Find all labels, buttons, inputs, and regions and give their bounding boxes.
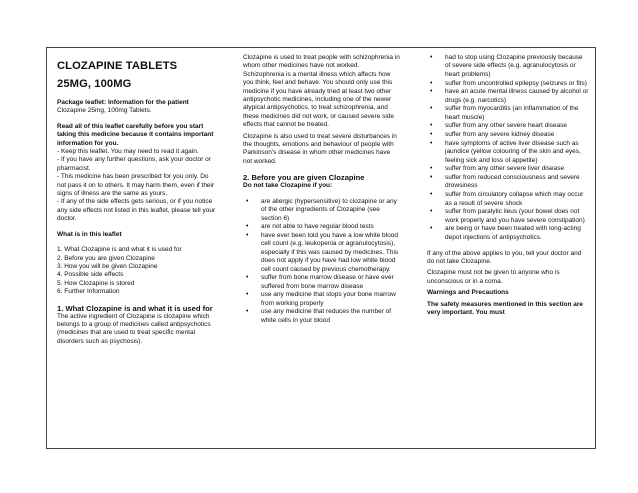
- section-2-subheading: Do not take Clozapine if you:: [243, 182, 333, 190]
- list-item: • use any medicine that stops your bone marrow from working properly: [243, 291, 401, 308]
- list-item: • suffer from bone marrow disease or have ever suffered from bone marrow disease: [243, 274, 401, 291]
- list-item: • suffer from myocarditis (an inflammation of the heart muscle): [427, 105, 589, 122]
- column-2: [243, 54, 401, 326]
- list-item: • suffer from any severe kidney disease: [427, 131, 589, 139]
- warnings-heading: Warnings and Precautions: [427, 289, 509, 297]
- paragraph: If any of the above applies to you, tell your doctor and do not take Clozapine.: [427, 249, 582, 265]
- list-item: • suffer from reduced consciousness and severe drowsiness: [427, 174, 589, 191]
- list-item: • suffer from circulatory collapse which may occur as a result of severe shock: [427, 191, 589, 208]
- list-item: • are not able to have regular blood tests: [243, 223, 401, 231]
- list-item: • are allergic (hypersensitive) to clozapine or any of the other ingredients of Clozapine (see section 6): [243, 198, 401, 223]
- list-item: • have ever been told you have a low white blood cell count (e.g. leukopenia or agranulocytosis), especially if this was caused by medicines. This does not apply if you have had low white blood cell count caused by previous chemotherapy.: [243, 232, 401, 274]
- read-line: - If you have any further questions, ask your doctor or pharmacist.: [57, 156, 211, 172]
- paragraph: Clozapine must not be given to anyone who is unconscious or in a coma.: [427, 269, 560, 285]
- toc-item: 2. Before you are given Clozapine: [57, 254, 155, 262]
- list-item: • use any medicine that reduces the number of white cells in your blood: [243, 308, 401, 325]
- list-item: • had to stop using Clozapine previously because of severe side effects (e.g. agranulocytosis or heart problems): [427, 54, 589, 79]
- toc-heading: What is in this leaflet: [57, 230, 122, 238]
- column-1: [57, 54, 217, 346]
- read-leaflet-heading: Read all of this leaflet carefully before you start taking this medicine because it contains important information for you.: [57, 122, 214, 147]
- list-item: • suffer from any other severe heart disease: [427, 122, 589, 130]
- list-item: • suffer from paralytic ileus (your bowel does not work properly and you have severe constipation): [427, 208, 589, 225]
- document-title: CLOZAPINE TABLETS: [57, 60, 178, 72]
- list-item: • have symptoms of active liver disease such as jaundice (yellow colouring of the skin and eyes, feeling sick and loss of appetite): [427, 140, 589, 165]
- section-1-body: The active ingredient of Clozapine is clozapine which belongs to a group of medicines called antipsychotics (medicines that are used to treat specific mental disorders such as psychosis).: [57, 312, 211, 345]
- product-name: Clozapine 25mg, 100mg Tablets.: [57, 107, 152, 115]
- leaflet-page: [46, 47, 596, 449]
- toc-item: 5. How Clozapine is stored: [57, 279, 135, 287]
- toc-item: 4. Possible side effects: [57, 271, 124, 279]
- toc-item: 1. What Clozapine is and what it is used for: [57, 246, 182, 254]
- contraindication-list: [243, 198, 401, 326]
- list-item: • have an acute mental illness caused by alcohol or drugs (e.g. narcotics): [427, 88, 589, 105]
- toc-item: 3. How you will be given Clozapine: [57, 262, 158, 270]
- list-item: • suffer from any other severe liver disease: [427, 165, 589, 173]
- warnings-text: The safety measures mentioned in this section are very important. You must: [427, 300, 584, 316]
- section-1-heading: 1. What Clozapine is and what it is used for: [57, 303, 213, 313]
- read-line: - This medicine has been prescribed for you only. Do not pass it on to others. It may harm them, even if their signs of illness are the same as yours.: [57, 173, 215, 198]
- list-item: • suffer from uncontrolled epilepsy (seizures or fits): [427, 80, 589, 88]
- paragraph: Clozapine is used to treat people with schizophrenia in whom other medicines have not worked. Schizophrenia is a mental illness which affects how you think, feel and behave. You should only use this medicine if you have already tried at least two other antipsychotic medicines, including one of the newer atypical antipsychotics, to treat schizophrenia, and these medicines did not work, or caused severe side effects that cannot be treated.: [243, 54, 400, 129]
- list-item: • are being or have been treated with long-acting depot injections of antipsychotics.: [427, 225, 589, 242]
- section-2-heading: 2. Before you are given Clozapine: [243, 173, 365, 183]
- column-3: [427, 54, 589, 317]
- toc-item: 6. Further Information: [57, 288, 120, 296]
- paragraph: Clozapine is also used to treat severe disturbances in the thoughts, emotions and behaviour of people with Parkinson's disease in whom other medicines have not worked.: [243, 132, 397, 165]
- contraindication-list-continued: [427, 54, 589, 242]
- package-leaflet-heading: Package leaflet: Information for the patient: [57, 99, 189, 106]
- document-subtitle: 25MG, 100MG: [57, 78, 132, 90]
- read-line: - If any of the side effects gets serious, or if you notice any side effects not listed in this leaflet, please tell your doctor.: [57, 198, 216, 223]
- read-line: - Keep this leaflet. You may need to read it again.: [57, 148, 199, 156]
